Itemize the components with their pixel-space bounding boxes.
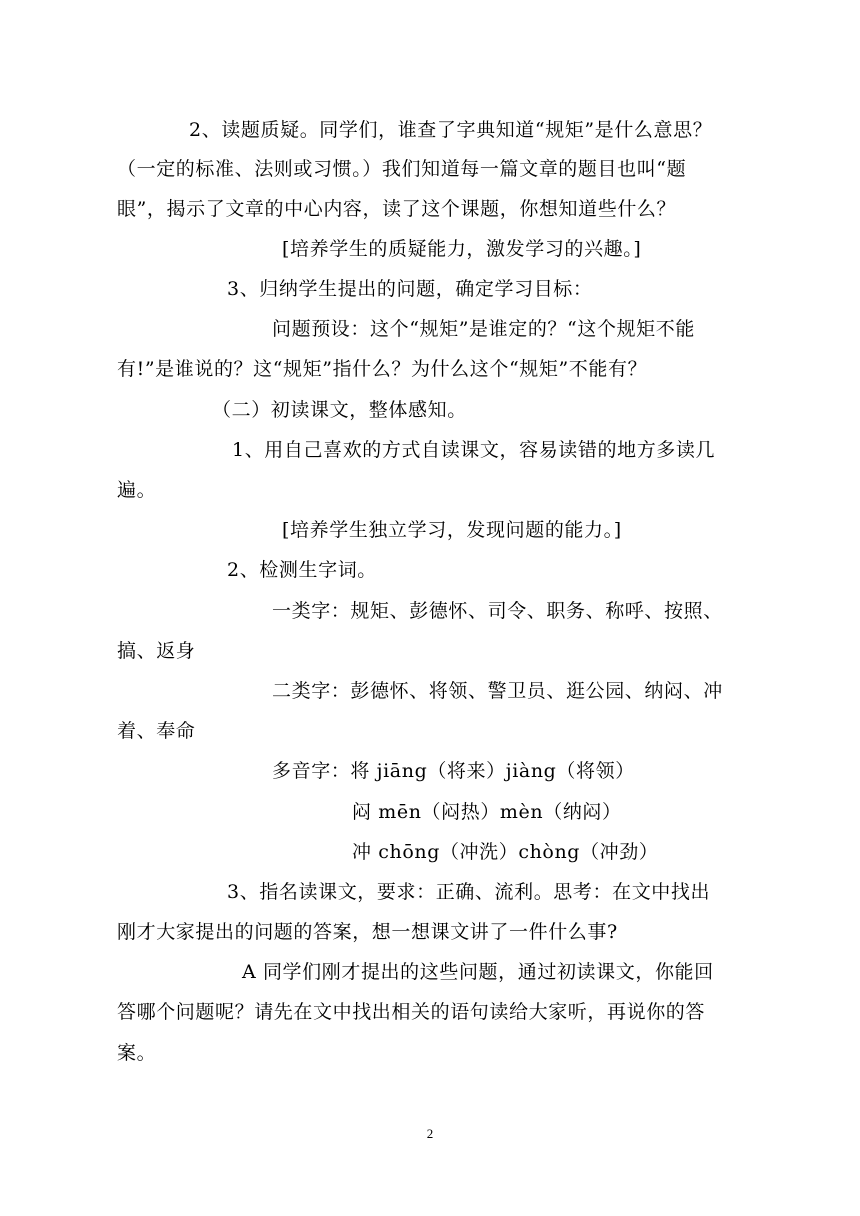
text-line: [培养学生独立学习，发现问题的能力。]: [282, 519, 622, 541]
text-line: 有!”是谁说的？这“规矩”指什么？为什么这个“规矩”不能有？: [117, 358, 648, 380]
text-line: （一定的标准、法则或习惯。）我们知道每一篇文章的题目也叫“题: [117, 158, 687, 180]
text-line: （二）初读课文，整体感知。: [212, 399, 467, 421]
text-line: 3、指名读课文，要求：正确、流利。思考：在文中找出: [227, 881, 711, 903]
text-line: 刚才大家提出的问题的答案，想一想课文讲了一件什么事?: [117, 921, 618, 943]
text-line: 2、检测生字词。: [227, 559, 377, 581]
text-line: 眼”，揭示了文章的中心内容，读了这个课题，你想知道些什么？: [117, 198, 677, 220]
text-line: [培养学生的质疑能力，激发学习的兴趣。]: [282, 238, 642, 260]
text-line: 冲 chōng（冲洗）chòng（冲劲）: [352, 841, 659, 863]
text-line: 问题预设：这个“规矩”是谁定的？“这个规矩不能: [272, 318, 695, 340]
text-line: 搞、返身: [117, 640, 196, 662]
text-line: 答哪个问题呢？请先在文中找出相关的语句读给大家听，再说你的答: [117, 1001, 706, 1023]
text-line: 遍。: [117, 479, 157, 501]
text-line: 一类字：规矩、彭德怀、司令、职务、称呼、按照、: [272, 600, 723, 622]
text-line: 多音字：将 jiāng（将来）jiàng（将领）: [272, 760, 635, 782]
text-line: 着、奉命: [117, 720, 196, 742]
text-line: 闷 mēn（闷热）mèn（纳闷）: [352, 801, 622, 823]
page-number: 2: [426, 1126, 434, 1141]
text-line: 1、用自己喜欢的方式自读课文，容易读错的地方多读几: [232, 439, 716, 461]
text-line: 3、归纳学生提出的问题，确定学习目标：: [227, 278, 593, 300]
text-line: 2、读题质疑。同学们，谁查了字典知道“规矩”是什么意思？: [189, 119, 713, 141]
text-line: 案。: [117, 1042, 157, 1064]
text-line: A 同学们刚才提出的这些问题，通过初读课文，你能回: [242, 961, 714, 983]
text-line: 二类字：彭德怀、将领、警卫员、逛公园、纳闷、冲: [272, 680, 723, 702]
